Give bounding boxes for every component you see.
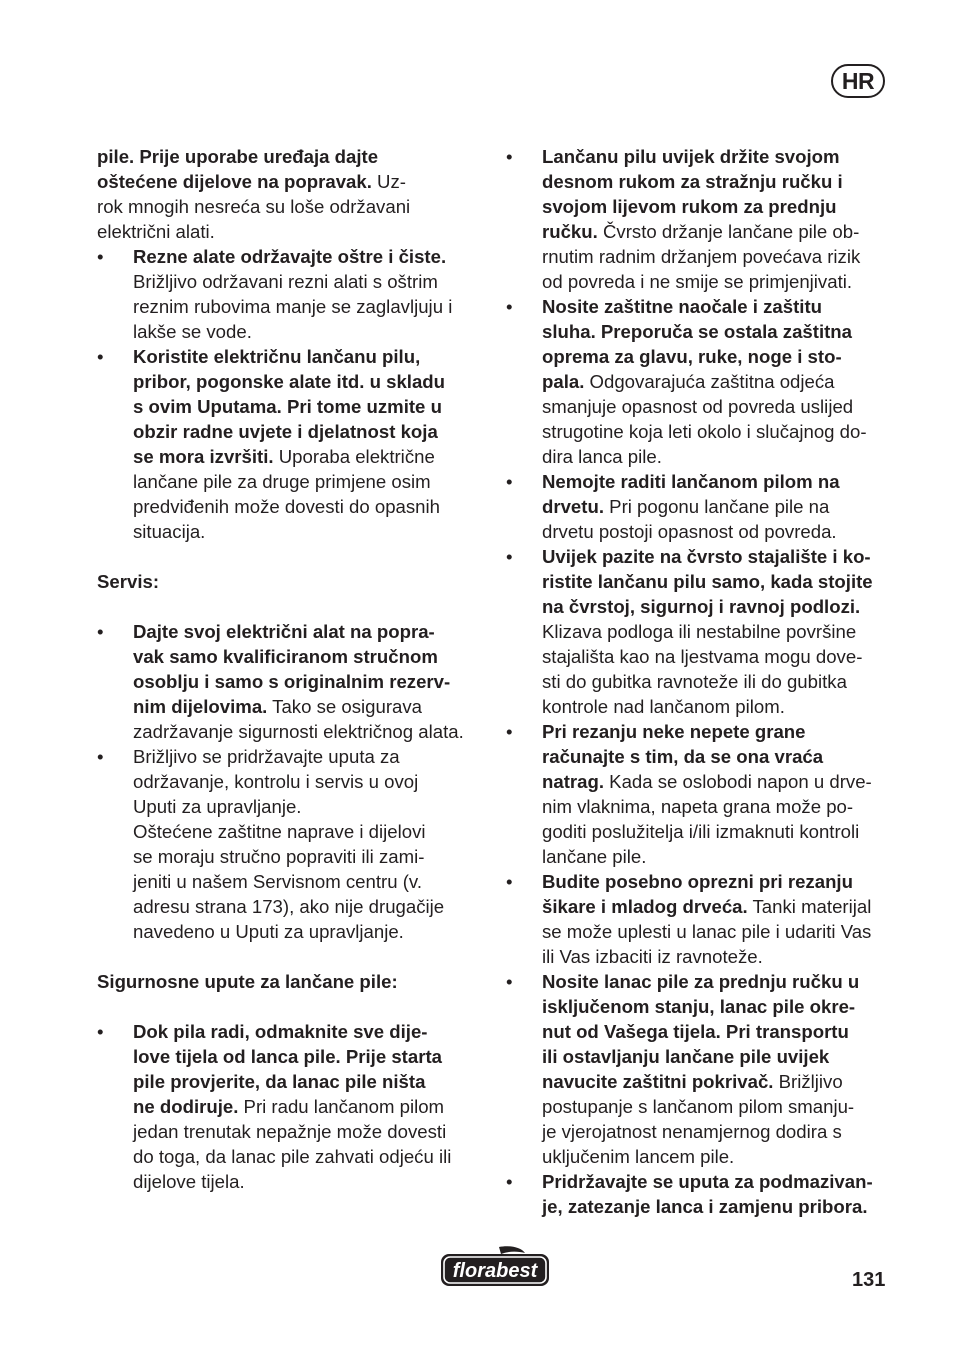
text-line [542, 319, 892, 344]
body-text: nim vlaknima, napeta grana može po- [542, 796, 854, 817]
text-line [542, 144, 892, 169]
text-line [542, 1119, 892, 1144]
text-line [542, 519, 892, 544]
spacer [97, 944, 481, 969]
bold-text: Pridržavajte se uputa za podmazivan- [542, 1171, 873, 1192]
language-code: HR [841, 67, 875, 94]
bold-text: nut od Vašega tijela. Pri transportu [542, 1021, 849, 1042]
bullet-item [506, 144, 892, 294]
bold-text: Pri rezanju neke nepete grane [542, 721, 806, 742]
body-text: lančane pile. [542, 846, 647, 867]
text-line [133, 619, 481, 644]
bullet-marker: • [506, 971, 513, 992]
bullet-list-chainsaw-safety-continued [506, 144, 892, 1219]
body-text: jedan trenutak nepažnje može dovesti [133, 1121, 447, 1142]
text-line [542, 819, 892, 844]
bullet-item [97, 1019, 481, 1194]
body-text: Klizava podloga ili nestabilne površine [542, 621, 857, 642]
text-line [133, 1144, 481, 1169]
language-badge [831, 64, 885, 98]
bold-text: vak samo kvalificiranom stručnom [133, 646, 438, 667]
bold-text: Nosite lanac pile za prednju ručku u [542, 971, 860, 992]
bold-text: desnom rukom za stražnju ručku i [542, 171, 843, 192]
text-line [542, 444, 892, 469]
text-line [133, 444, 481, 469]
bullet-marker: • [97, 621, 104, 642]
body-text: Oštećene zaštitne naprave i dijelovi [133, 821, 426, 842]
bullet-marker: • [506, 546, 513, 567]
bullet-item [97, 619, 481, 744]
text-line [542, 869, 892, 894]
text-line [133, 919, 481, 944]
section-heading-service: Servis: [97, 571, 160, 592]
intro-paragraph [97, 144, 481, 244]
text-line [542, 1094, 892, 1119]
text-line [542, 594, 892, 619]
text-line [542, 794, 892, 819]
body-text: Brižljivo održavani rezni alati s oštrim [133, 271, 438, 292]
bold-text: Nemojte raditi lančanom pilom na [542, 471, 840, 492]
text-line [542, 494, 892, 519]
body-text: Tako se osigurava [267, 696, 423, 717]
body-text: kontrole nad lančanom pilom. [542, 696, 785, 717]
text-line [133, 1069, 481, 1094]
text-line [542, 169, 892, 194]
body-text: postupanje s lančanom pilom smanju- [542, 1096, 855, 1117]
text-line [542, 694, 892, 719]
bullet-item [506, 544, 892, 719]
text-line [97, 144, 481, 169]
text-line [542, 219, 892, 244]
text-line [542, 569, 892, 594]
bold-text: s ovim Uputama. Pri tome uzmite u [133, 396, 442, 417]
bold-text: Rezne alate održavajte oštre i čiste. [133, 246, 447, 267]
body-text: adresu strana 173), ako nije drugačije [133, 896, 445, 917]
text-line [542, 469, 892, 494]
bold-text: oštećene dijelove na popravak. [97, 171, 372, 192]
body-text: uključenim lancem pile. [542, 1146, 735, 1167]
bullet-item [506, 294, 892, 469]
text-line [133, 1044, 481, 1069]
text-line [542, 994, 892, 1019]
bold-text: nim dijelovima. [133, 696, 268, 717]
text-line [133, 894, 481, 919]
text-line [542, 1044, 892, 1069]
bold-text: ristite lančanu pilu samo, kada stojite [542, 571, 873, 592]
body-text: ili Vas izbaciti iz ravnoteže. [542, 946, 763, 967]
text-line [542, 769, 892, 794]
bullet-marker: • [97, 1021, 104, 1042]
bullet-item [97, 744, 481, 944]
bullet-list-chainsaw-safety [97, 1019, 481, 1194]
body-text: goditi poslužitelja i/ili izmaknuti kontroli [542, 821, 860, 842]
bold-text: je, zatezanje lanca i zamjenu pribora. [542, 1196, 868, 1217]
spacer [97, 994, 481, 1019]
text-line [97, 194, 481, 219]
text-line [133, 319, 481, 344]
text-line [542, 294, 892, 319]
text-line [542, 394, 892, 419]
body-text: lančane pile za druge primjene osim [133, 471, 431, 492]
text-line [133, 369, 481, 394]
body-text: predviđenih može dovesti do opasnih [133, 496, 440, 517]
bold-text: šikare i mladog drveća. [542, 896, 748, 917]
bullet-marker: • [506, 871, 513, 892]
bullet-item [97, 244, 481, 344]
text-line [542, 344, 892, 369]
bold-text: Dajte svoj električni alat na popra- [133, 621, 435, 642]
body-text: do toga, da lanac pile zahvati odjeću ili [133, 1146, 452, 1167]
text-line [542, 944, 892, 969]
bold-text: navucite zaštitni pokrivač. [542, 1071, 774, 1092]
text-line [542, 244, 892, 269]
body-text: stajališta kao na ljestvama mogu dove- [542, 646, 863, 667]
body-text: smanjuje opasnost od povreda uslijed [542, 396, 854, 417]
body-text: rok mnogih nesreća su loše održavani [97, 196, 411, 217]
body-text: Pri pogonu lančane pile na [604, 496, 830, 517]
text-line [133, 869, 481, 894]
body-text: održavanje, kontrolu i servis u ovoj [133, 771, 419, 792]
bold-text: pile provjerite, da lanac pile ništa [133, 1071, 426, 1092]
body-text: strugotine koja leti okolo i slučajnog do- [542, 421, 867, 442]
text-line [133, 494, 481, 519]
bold-text: isključenom stanju, lanac pile okre- [542, 996, 856, 1017]
body-text: Brižljivo [773, 1071, 843, 1092]
text-line [542, 669, 892, 694]
text-line [133, 1019, 481, 1044]
text-line [542, 1144, 892, 1169]
body-text: je vjerojatnost nenamjernog dodira s [542, 1121, 842, 1142]
florabest-logo-text: florabest [452, 1260, 538, 1282]
text-line [542, 544, 892, 569]
body-text: Čvrsto držanje lančane pile ob- [597, 221, 860, 242]
text-line [542, 1019, 892, 1044]
body-text: Tanki materijal [747, 896, 872, 917]
section-heading-chainsaw-safety: Sigurnosne upute za lančane pile: [97, 971, 398, 992]
text-line [97, 219, 481, 244]
body-text: situacija. [133, 521, 206, 542]
text-line [542, 744, 892, 769]
text-line [133, 394, 481, 419]
right-column [506, 144, 892, 1219]
bullet-marker: • [97, 346, 104, 367]
body-text: Kada se oslobodi napon u drve- [604, 771, 872, 792]
bold-text: Koristite električnu lančanu pilu, [133, 346, 421, 367]
text-line [542, 844, 892, 869]
bold-text: na čvrstoj, sigurnoj i ravnoj podlozi. [542, 596, 861, 617]
text-line [542, 194, 892, 219]
text-line [133, 469, 481, 494]
text-line [133, 744, 481, 769]
text-line [542, 1194, 892, 1219]
text-line [542, 969, 892, 994]
body-text: Uporaba električne [273, 446, 435, 467]
body-text: dijelove tijela. [133, 1171, 245, 1192]
bold-text: ručku. [542, 221, 598, 242]
bullet-list-maintenance [97, 244, 481, 544]
text-line [133, 1094, 481, 1119]
text-line [133, 694, 481, 719]
spacer [97, 544, 481, 569]
body-text: jeniti u našem Servisnom centru (v. [133, 871, 423, 892]
text-line [542, 619, 892, 644]
text-line [542, 719, 892, 744]
text-line [133, 419, 481, 444]
bullet-marker: • [506, 296, 513, 317]
text-line [133, 269, 481, 294]
text-line [133, 669, 481, 694]
bold-text: love tijela od lanca pile. Prije starta [133, 1046, 442, 1067]
bold-text: pala. [542, 371, 585, 392]
body-text: električni alati. [97, 221, 215, 242]
bold-text: se mora izvršiti. [133, 446, 274, 467]
body-text: drvetu postoji opasnost od povreda. [542, 521, 837, 542]
body-text: reznim rubovima manje se zaglavljuju i [133, 296, 453, 317]
text-line [542, 644, 892, 669]
body-text: Uz- [371, 171, 406, 192]
text-line [133, 644, 481, 669]
body-text: navedeno u Uputi za upravljanje. [133, 921, 404, 942]
text-line [133, 719, 481, 744]
bold-text: pile. Prije uporabe uređaja dajte [97, 146, 379, 167]
text-line [133, 344, 481, 369]
text-line [542, 1069, 892, 1094]
spacer [97, 594, 481, 619]
bold-text: drvetu. [542, 496, 604, 517]
bullet-marker: • [506, 721, 513, 742]
bold-text: računajte s tim, da se ona vraća [542, 746, 824, 767]
text-line [133, 844, 481, 869]
bullet-marker: • [97, 246, 104, 267]
bold-text: sluha. Preporuča se ostala zaštitna [542, 321, 853, 342]
bold-text: Uvijek pazite na čvrsto stajalište i ko- [542, 546, 871, 567]
bullet-marker: • [506, 471, 513, 492]
text-line [542, 919, 892, 944]
text-line [542, 1169, 892, 1194]
bullet-marker: • [506, 146, 513, 167]
bullet-marker: • [97, 746, 104, 767]
text-line [542, 369, 892, 394]
bold-text: ili ostavljanju lančane pile uvijek [542, 1046, 830, 1067]
bullet-item [506, 1169, 892, 1219]
body-text: Brižljivo se pridržavajte uputa za [133, 746, 400, 767]
text-line [542, 419, 892, 444]
bold-text: Nosite zaštitne naočale i zaštitu [542, 296, 823, 317]
text-line [133, 819, 481, 844]
body-text: od povreda i ne smije se primjenjivati. [542, 271, 853, 292]
body-text: zadržavanje sigurnosti električnog alata. [133, 721, 464, 742]
bold-text: Dok pila radi, odmaknite sve dije- [133, 1021, 428, 1042]
bold-text: svojom lijevom rukom za prednju [542, 196, 837, 217]
bold-text: Budite posebno oprezni pri rezanju [542, 871, 853, 892]
bold-text: ne dodiruje. [133, 1096, 239, 1117]
text-line [542, 269, 892, 294]
bullet-item [506, 469, 892, 544]
text-line [133, 769, 481, 794]
bullet-item [97, 344, 481, 544]
body-text: lakše se vode. [133, 321, 252, 342]
bold-text: obzir radne uvjete i djelatnost koja [133, 421, 438, 442]
text-line [133, 244, 481, 269]
bold-text: osoblju i samo s originalnim rezerv- [133, 671, 451, 692]
body-text: Odgovarajuća zaštitna odjeća [584, 371, 835, 392]
text-line [97, 169, 481, 194]
body-text: Pri radu lančanom pilom [238, 1096, 445, 1117]
text-line [542, 894, 892, 919]
text-line [133, 294, 481, 319]
florabest-logo [439, 1245, 551, 1289]
page-number: 131 [852, 1269, 886, 1291]
body-text: se moraju stručno popraviti ili zami- [133, 846, 425, 867]
bullet-item [506, 869, 892, 969]
bold-text: Lančanu pilu uvijek držite svojom [542, 146, 840, 167]
body-text: rnutim radnim držanjem povećava rizik [542, 246, 861, 267]
body-text: dira lanca pile. [542, 446, 662, 467]
bullet-marker: • [506, 1171, 513, 1192]
bold-text: pribor, pogonske alate itd. u skladu [133, 371, 446, 392]
bullet-item [506, 719, 892, 869]
text-line [133, 1169, 481, 1194]
body-text: Uputi za upravljanje. [133, 796, 302, 817]
bullet-item [506, 969, 892, 1169]
text-line [133, 519, 481, 544]
left-column [97, 144, 481, 1194]
body-text: sti do gubitka ravnoteže ili do gubitka [542, 671, 847, 692]
text-line [133, 1119, 481, 1144]
body-text: se može uplesti u lanac pile i udariti Vas [542, 921, 872, 942]
text-line [133, 794, 481, 819]
bold-text: natrag. [542, 771, 604, 792]
bullet-list-service [97, 619, 481, 944]
bold-text: oprema za glavu, ruke, noge i sto- [542, 346, 842, 367]
